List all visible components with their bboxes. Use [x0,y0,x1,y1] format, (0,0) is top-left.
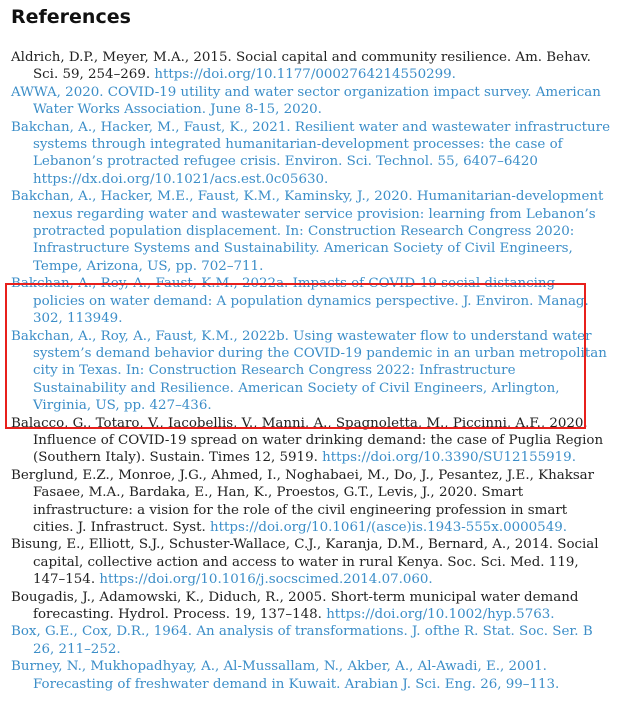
doi-link[interactable]: https://doi.org/10.1061/(asce)is.1943-555x.0000549. [210,519,568,535]
reference-item-highlighted[interactable] [11,328,611,415]
section-heading: References [11,6,131,28]
reference-text[interactable]: Box, G.E., Cox, D.R., 1964. An analysis of transformations. J. ofthe R. Stat. Soc. Ser. B 26, 211–252. [11,624,593,657]
reference-text: Bisung, E., Elliott, S.J., Schuster-Wallace, C.J., Karanja, D.M., Bernard, A., 2014. Social capital, collective action and access to water in rural Kenya. Soc. Sci. Med. 119, 147–154. [11,537,599,588]
reference-item[interactable] [11,658,611,693]
reference-text[interactable]: AWWA, 2020. COVID-19 utility and water sector organization impact survey. American Water Works Association. June 8-15, 2020. [11,84,601,118]
reference-item[interactable] [11,623,611,658]
reference-item[interactable] [11,84,611,119]
reference-item [11,415,611,467]
reference-list [11,49,611,693]
reference-text[interactable]: Bakchan, A., Hacker, M., Faust, K., 2021. Resilient water and wastewater infrastructure systems through integrated humanitarian-development processes: the case of Lebanon’s protracted refugee crisis. Environ. Sci. Technol. 55, 6407–6420 https://dx.doi.org/10.1021/acs.est.0c05630. [11,119,611,187]
reference-item[interactable] [11,188,611,275]
reference-item [11,536,611,588]
reference-text[interactable]: Bakchan, A., Roy, A., Faust, K.M., 2022b. Using wastewater flow to understand water system’s demand behavior during the COVID-19 pandemic in an urban metropolitan city in Texas. In: Construction Research Congress 2022: Infrastructure Sustainability and Resilience. American Society of Civil Engineers, Arlington, Virginia, US, pp. 427–436. [11,328,607,414]
reference-text: Aldrich, D.P., Meyer, M.A., 2015. Social capital and community resilience. Am. Behav. Sci. 59, 254–269. [11,50,591,83]
reference-text: Bougadis, J., Adamowski, K., Diduch, R., 2005. Short-term municipal water demand forecasting. Hydrol. Process. 19, 137–148. [11,589,579,622]
doi-link[interactable]: https://doi.org/10.3390/SU12155919. [322,450,576,466]
reference-item[interactable] [11,119,611,189]
reference-item-highlighted[interactable] [11,275,611,327]
reference-text[interactable]: Burney, N., Mukhopadhyay, A., Al-Mussallam, N., Akber, A., Al-Awadi, E., 2001. Forecasting of freshwater demand in Kuwait. Arabian J. Sci. Eng. 26, 99–113. [11,659,560,692]
doi-link[interactable]: https://doi.org/10.1002/hyp.5763. [326,607,555,622]
reference-text: Berglund, E.Z., Monroe, J.G., Ahmed, I., Noghabaei, M., Do, J., Pesantez, J.E., Khaksar Fasaee, M.A., Bardaka, E., Han, K., Proestos, G.T., Levis, J., 2020. Smart infrastructure: a vision for the role of the civil engineering profession in smart cities. J. Infrastruct. Syst. [11,467,595,535]
reference-item [11,589,611,624]
doi-link[interactable]: https://doi.org/10.1016/j.socscimed.2014.07.060. [99,572,433,588]
reference-text[interactable]: Bakchan, A., Hacker, M.E., Faust, K.M., Kaminsky, J., 2020. Humanitarian-development nexus regarding water and wastewater service provision: learning from Lebanon’s protracted population displacement. In: Construction Research Congress 2020: Infrastructure Systems and Sustainability. American Society of Civil Engineers, Tempe, Arizona, US, pp. 702–711. [11,189,604,274]
reference-item [11,467,611,537]
reference-text: Balacco, G., Totaro, V., Iacobellis, V., Manni, A., Spagnoletta, M., Piccinni, A.F., 2020. Influence of COVID-19 spread on water drinking demand: the case of Puglia Region (Southern Italy). Sustain. Times 12, 5919. [11,415,604,466]
doi-link[interactable]: https://doi.org/10.1177/0002764214550299. [154,67,456,83]
reference-item [11,49,611,84]
reference-text[interactable]: Bakchan, A., Roy, A., Faust, K.M., 2022a. Impacts of COVID-19 social distancing policies on water demand: A population dynamics perspective. J. Environ. Manag. 302, 113949. [11,276,589,327]
